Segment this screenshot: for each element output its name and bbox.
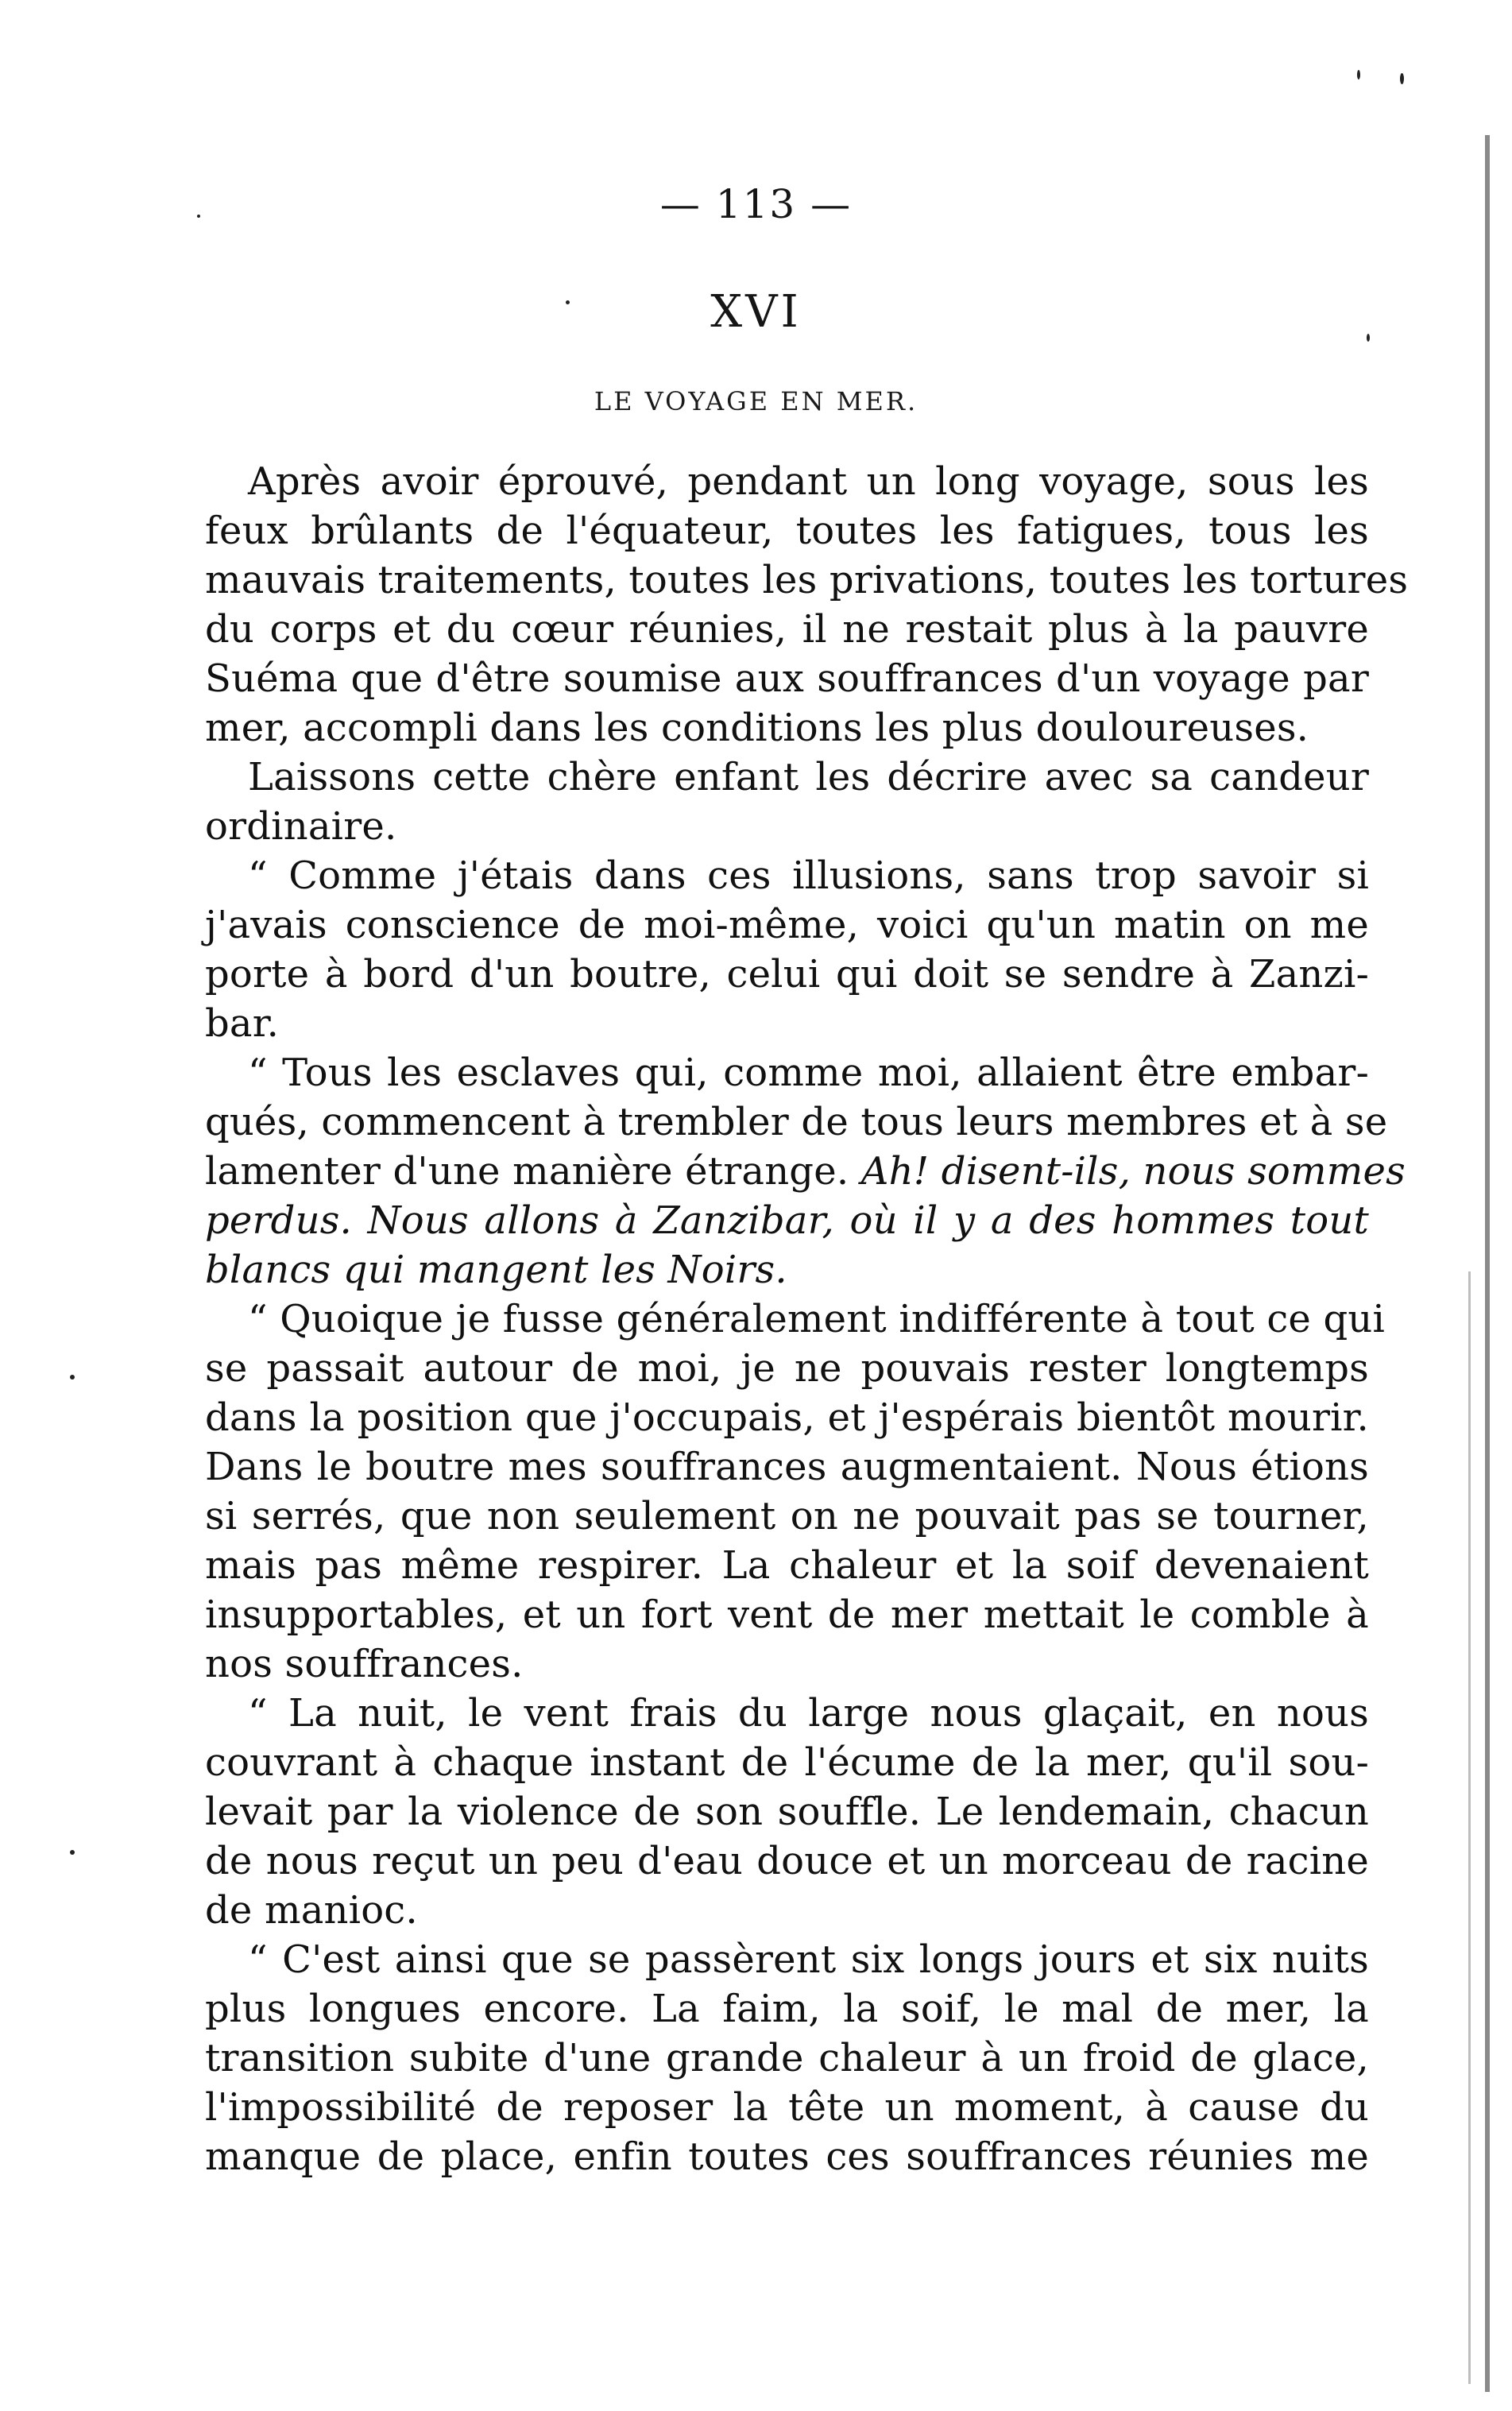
line-text: “ La nuit, le vent frais du large nous glaçait, en nous — [248, 1691, 1369, 1736]
line-text: Dans le boutre mes souffrances augmentaient. Nous étions — [205, 1445, 1369, 1489]
page-number: — 113 — — [659, 181, 853, 227]
body-text — [205, 457, 1409, 2181]
text-line — [205, 2034, 1369, 2083]
text-line — [205, 1689, 1369, 1738]
line-text: insupportables, et un fort vent de mer mettait le comble à — [205, 1592, 1369, 1637]
line-text: dans la position que j'occupais, et j'espérais bientôt mourir. — [205, 1395, 1369, 1440]
line-text: l'impossibilité de reposer la tête un moment, à cause du — [205, 2085, 1369, 2130]
line-text: Laissons cette chère enfant les décrire avec sa candeur — [248, 755, 1369, 799]
print-speck — [70, 1375, 75, 1380]
text-line — [205, 1196, 1369, 1245]
text-line — [205, 1245, 1369, 1295]
print-speck — [197, 215, 200, 218]
text-line — [205, 2132, 1369, 2181]
text-line — [205, 1393, 1369, 1442]
text-line — [205, 1492, 1369, 1541]
line-text-italic: perdus. Nous allons à Zanzibar, où il y a des hommes tout — [205, 1198, 1369, 1243]
text-line — [205, 1442, 1369, 1492]
print-speck — [70, 1850, 75, 1855]
line-text: du corps et du cœur réunies, il ne restait plus à la pauvre — [205, 607, 1369, 652]
line-text: j'avais conscience de moi-même, voici qu'un matin on me — [205, 903, 1369, 947]
print-speck — [1357, 70, 1360, 79]
line-text: plus longues encore. La faim, la soif, le mal de mer, la — [205, 1987, 1369, 2031]
line-text-italic: blancs qui mangent les Noirs. — [205, 1248, 787, 1292]
text-line — [205, 1886, 1369, 1935]
text-line — [205, 457, 1369, 506]
line-text: Après avoir éprouvé, pendant un long voyage, sous les — [248, 459, 1369, 504]
line-text: manque de place, enfin toutes ces souffrances réunies me — [205, 2134, 1369, 2179]
line-text: mauvais traitements, toutes les privations, toutes les tortures — [205, 558, 1409, 602]
line-text: de manioc. — [205, 1888, 418, 1933]
line-text: “ Tous les esclaves qui, comme moi, allaient être embar- — [248, 1051, 1369, 1095]
text-line — [205, 703, 1369, 753]
chapter-number: XVI — [710, 286, 802, 338]
text-line — [205, 950, 1369, 999]
line-text: mais pas même respirer. La chaleur et la soif devenaient — [205, 1543, 1369, 1588]
text-line — [205, 802, 1369, 851]
text-line — [205, 605, 1369, 654]
text-line — [205, 1048, 1369, 1097]
line-text: “ Quoique je fusse généralement indifférente à tout ce qui — [248, 1297, 1386, 1341]
line-text: se passait autour de moi, je ne pouvais rester longtemps — [205, 1346, 1369, 1391]
print-speck — [1400, 73, 1404, 84]
text-line — [205, 2083, 1369, 2132]
text-line — [205, 1787, 1369, 1836]
text-line — [205, 654, 1369, 703]
line-text: porte à bord d'un boutre, celui qui doit se sendre à Zanzi- — [205, 952, 1369, 997]
line-text: lamenter d'une manière étrange. — [205, 1149, 849, 1194]
line-text: “ C'est ainsi que se passèrent six longs jours et six nuits — [248, 1937, 1369, 1982]
print-speck — [1367, 334, 1370, 342]
text-line — [205, 1984, 1369, 2034]
line-text: feux brûlants de l'équateur, toutes les fatigues, tous les — [205, 509, 1369, 553]
line-text: qués, commencent à trembler de tous leurs membres et à se — [205, 1100, 1388, 1144]
line-text: transition subite d'une grande chaleur à un froid de glace, — [205, 2036, 1369, 2080]
text-line — [205, 900, 1369, 950]
text-line — [205, 851, 1369, 900]
text-line — [205, 1147, 1406, 1196]
print-speck — [566, 300, 570, 304]
text-line — [205, 506, 1369, 555]
line-text: Suéma que d'être soumise aux souffrances d'un voyage par — [205, 656, 1369, 701]
text-line — [205, 1935, 1369, 1984]
line-text: levait par la violence de son souffle. Le lendemain, chacun — [205, 1790, 1369, 1834]
text-line — [205, 1836, 1369, 1886]
text-line — [205, 1295, 1386, 1344]
line-text: ordinaire. — [205, 804, 397, 849]
text-line — [205, 1738, 1369, 1787]
line-text: si serrés, que non seulement on ne pouvait pas se tourner, — [205, 1494, 1369, 1538]
chapter-title: LE VOYAGE EN MER. — [594, 386, 918, 416]
line-text: de nous reçut un peu d'eau douce et un morceau de racine — [205, 1839, 1369, 1883]
text-line — [205, 1344, 1369, 1393]
text-line — [205, 1097, 1388, 1147]
text-line — [205, 1541, 1369, 1590]
text-line — [205, 1639, 1369, 1689]
text-line — [205, 999, 1369, 1048]
line-text: “ Comme j'étais dans ces illusions, sans trop savoir si — [248, 853, 1369, 898]
binding-shadow-inner — [1468, 1271, 1471, 2384]
text-line — [205, 1590, 1369, 1639]
line-text: nos souffrances. — [205, 1642, 524, 1686]
line-text: mer, accompli dans les conditions les plus douloureuses. — [205, 706, 1309, 750]
line-text: couvrant à chaque instant de l'écume de la mer, qu'il sou- — [205, 1740, 1369, 1785]
line-text-italic: Ah! disent-ils, nous sommes — [860, 1149, 1406, 1194]
text-line — [205, 753, 1369, 802]
binding-shadow — [1485, 135, 1490, 2392]
text-line — [205, 555, 1409, 605]
line-text: bar. — [205, 1001, 280, 1046]
